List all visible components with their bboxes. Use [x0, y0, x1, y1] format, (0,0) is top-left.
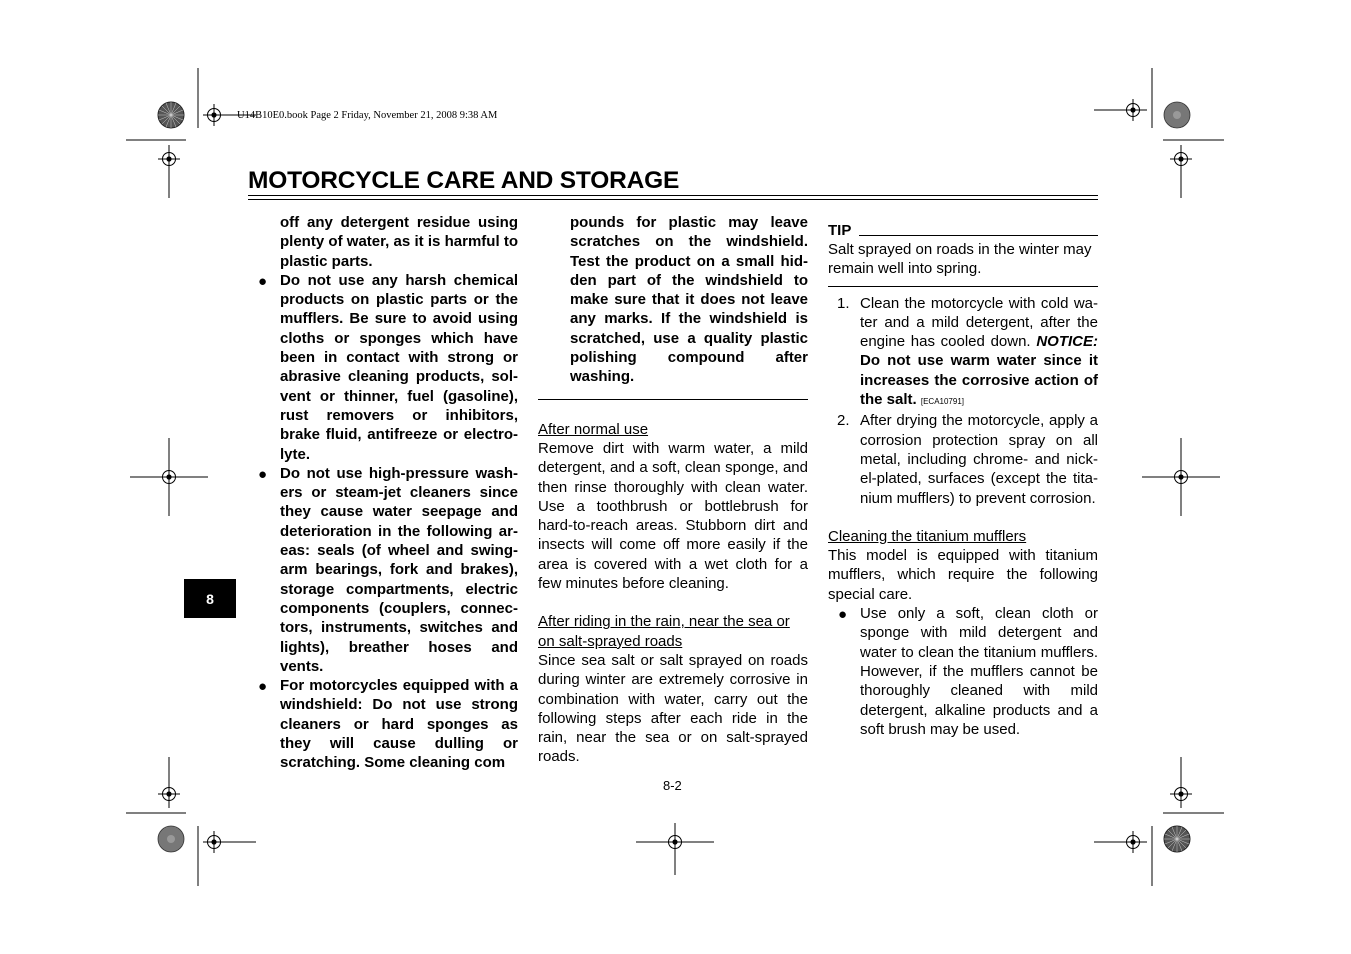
step-item [828, 411, 1098, 507]
section-body-titanium-mufflers: This model is equipped with titanium mufflers, which require the following special care. [828, 547, 1098, 603]
column-2 [538, 213, 808, 767]
tip-text: Salt sprayed on roads in the winter may remain well into spring. [828, 241, 1092, 278]
section-body-after-riding: Since sea salt or salt sprayed on roads during winter are extremely corrosive in combination with water, carry out the following steps after each ride in the rain, near the sea or on salt-sprayed roads. [538, 651, 808, 766]
col1-bullet-item [248, 271, 518, 464]
tip-label: TIP [828, 221, 852, 239]
col2-continuation: pounds for plastic may leave scratches on the windshield. Test the product on a small hidden part of the windshield to make sure that it does not leave any marks. If the windshield is scratched, use a quality plastic polishing compound after washing. [570, 214, 808, 386]
section-heading-titanium-mufflers: Cleaning the titanium mufflers [828, 527, 1027, 545]
tip-heading [828, 221, 1098, 240]
title-rule-thin [248, 195, 1098, 196]
col3-bullet-item [828, 604, 1098, 739]
notice-label: NOTICE: [1036, 333, 1098, 351]
col1-intro: off any detergent residue using plenty of water, as it is harmful to plastic parts. [280, 214, 518, 270]
col1-bullet-item [248, 464, 518, 676]
chapter-number: 8 [206, 590, 214, 607]
page-number: 8-2 [663, 778, 682, 793]
step-number: 1. [837, 294, 850, 312]
section-heading-after-normal-use: After normal use [538, 420, 649, 438]
bullet-icon: ● [258, 272, 268, 290]
section-divider [538, 399, 808, 400]
col3-bullet-text: Use only a soft, clean cloth or sponge with mild detergent and water to clean the titanium mufflers. However, if the mufflers cannot be thoroughly cleaned with mild detergent, alkaline products and a soft brush may be used. [860, 605, 1098, 738]
step-text: After drying the motorcycle, apply a corrosion protection spray on all metal, including chrome- and nickel-plated, surfaces (except the titanium mufflers) to prevent corrosion. [860, 412, 1098, 507]
bullet-icon: ● [838, 606, 848, 624]
col1-bullet-text: For motorcycles equipped with a windshield: Do not use strong cleaners or hard sponges as they will cause dulling or scratching. Some cleaning com [280, 677, 518, 772]
col1-bullet-text: Do not use high-pressure washers or steam-jet cleaners since they cause water seepage and deterioration in the following areas: seals (of wheel and swingarm bearings, fork and brakes), storage compartments, electric components (couplers, connectors, instruments, switches and lights), breather hoses and vents. [280, 464, 518, 675]
notice-code: [ECA10791] [920, 397, 964, 407]
step-item [828, 294, 1098, 412]
section-body-after-normal-use: Remove dirt with warm water, a mild detergent, and a soft, clean sponge, and then rinse thoroughly with clean water. Use a toothbrush or bottlebrush for hard-to-reach areas. Stubborn dirt and insects will come off more easily if the area is covered with a wet cloth for a few minutes before cleaning. [538, 439, 808, 593]
section-heading-after-riding: After riding in the rain, near the sea or on salt-sprayed roads [538, 613, 790, 650]
print-info-line: U14B10E0.book Page 2 Friday, November 21, 2008 9:38 AM [237, 110, 498, 121]
tip-end-rule [828, 286, 1098, 287]
chapter-tab [184, 579, 236, 618]
col1-bullet-item [248, 676, 518, 772]
col1-bullet-text: Do not use any harsh chemical products on plastic parts or the mufflers. Be sure to avoid using cloths or sponges which have been in contact with strong or abrasive cleaning products, solvent or thinner, fuel (gasoline), rust removers or inhibitors, brake fluid, antifreeze or electrolyte. [280, 271, 518, 463]
notice-text: Do not use warm water since it increases the corrosive action of the salt. [860, 352, 1098, 409]
step-number: 2. [837, 412, 850, 430]
page-title: MOTORCYCLE CARE AND STORAGE [248, 167, 680, 194]
tip-rule [859, 235, 1098, 236]
step-text: Clean the motorcycle with cold water and a mild detergent, after the engine has cooled down. [860, 294, 1098, 351]
column-1 [248, 213, 518, 773]
bullet-icon: ● [258, 678, 268, 696]
bullet-icon: ● [258, 465, 268, 483]
title-rule-thick [248, 199, 1098, 200]
column-3 [828, 221, 1098, 739]
